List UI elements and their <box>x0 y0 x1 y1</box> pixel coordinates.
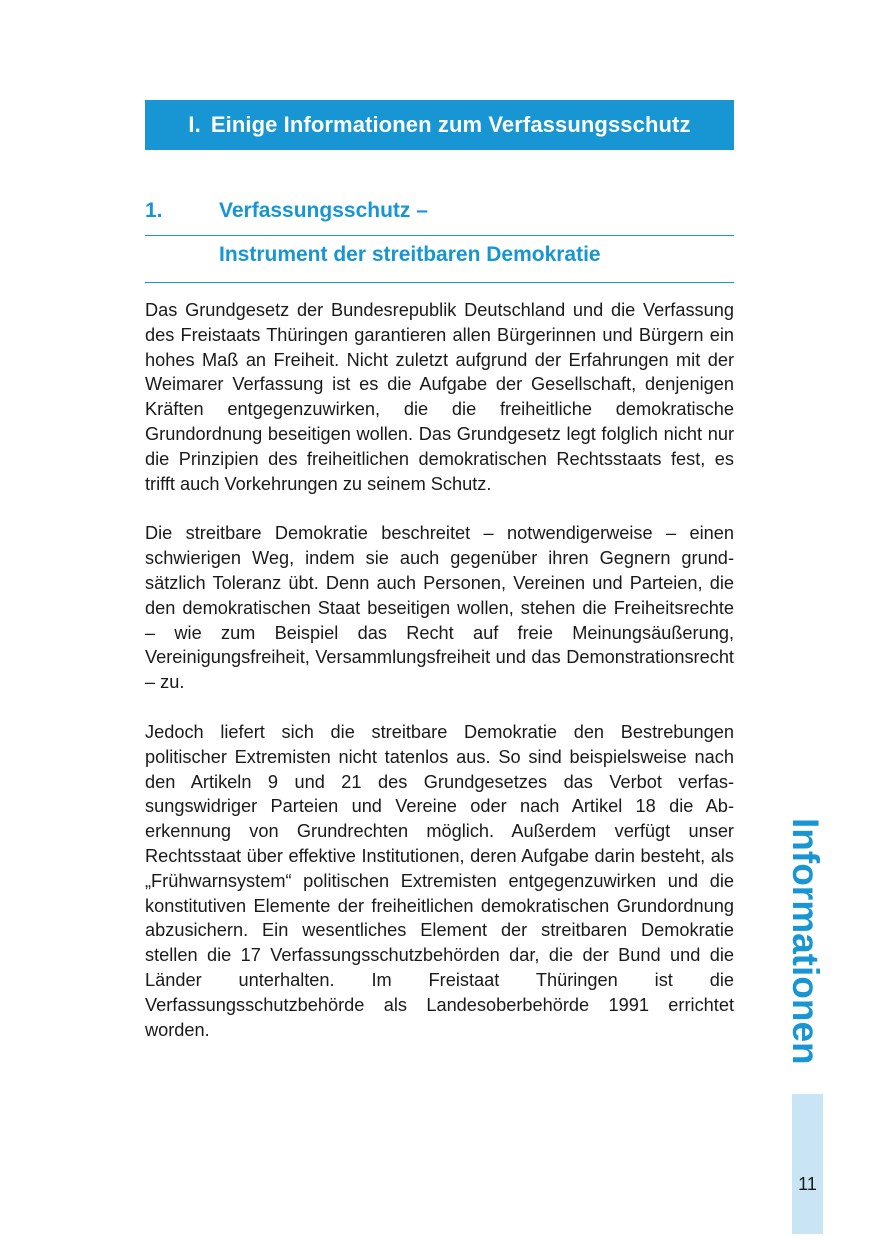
chapter-heading-bar <box>145 100 734 150</box>
section-title-line-2: Instrument der streitbaren Demokratie <box>219 243 601 266</box>
section-number: 1. <box>145 199 163 222</box>
section-title-line-1: Verfassungsschutz – <box>219 199 428 222</box>
paragraph: Die streitbare Demokratie beschreitet – notwendigerweise – einen schwierigen Weg, indem sie auch gegenüber ihren Gegnern grundsätzlich Toleranz übt. Denn auch Personen, Vereinen und Parteien, die den demokratischen Staat beseitigen wollen, stehen die Freiheitsrechte – wie zum Beispiel das Recht auf freie Meinungsäußerung, Vereinigungsfreiheit, Versammlungsfreiheit und das Demonstrationsrecht – zu. <box>145 523 734 693</box>
section-heading-row-2 <box>145 236 734 283</box>
page-tab <box>792 1094 823 1234</box>
chapter-number: I. <box>188 112 201 137</box>
paragraph: Das Grundgesetz der Bundesrepublik Deutschland und die Verfassung des Freistaats Thüringen garantieren allen Bürgerinnen und Bürgern ein hohes Maß an Freiheit. Nicht zuletzt aufgrund der Erfahrungen mit der Weimarer Verfassung ist es die Aufgabe der Gesellschaft, denjenigen Kräften entgegenzuwirken, die die freiheitliche demokratische Grundordnung beseitigen wollen. Das Grundgesetz legt folglich nicht nur die Prinzipien des freiheitlichen demokratischen Rechtsstaats fest, es trifft auch Vorkehrungen zu seinem Schutz. <box>145 300 734 494</box>
side-section-label: Informationen <box>785 818 826 1065</box>
body-text <box>145 298 734 1067</box>
chapter-title: Einige Informationen zum Verfassungsschutz <box>210 112 691 137</box>
page-number: 11 <box>798 1174 817 1194</box>
section-heading-row-1 <box>145 195 734 236</box>
paragraph: Jedoch liefert sich die streitbare Demokratie den Bestrebungen politischer Extremisten nicht tatenlos aus. So sind beispielsweise nach den Artikeln 9 und 21 des Grundgesetzes das Verbot verfassungswidriger Parteien und Vereine oder nach Artikel 18 die Aberkennung von Grundrechten möglich. Außerdem verfügt unser Rechtsstaat über effektive Institutionen, deren Aufgabe darin besteht, als „Frühwarnsystem“ politischen Extremisten entgegenzuwirken und die konstitutiven Elemente der freiheitlichen demokratischen Grundordnung abzusichern. Ein wesentliches Element der streitbaren Demokratie stellen die 17 Verfassungsschutzbehörden dar, die der Bund und die Länder unterhalten. Im Freistaat Thüringen ist die Verfassungsschutzbehörde als Landesoberbehörde 1991 errichtet worden. <box>145 721 734 1040</box>
